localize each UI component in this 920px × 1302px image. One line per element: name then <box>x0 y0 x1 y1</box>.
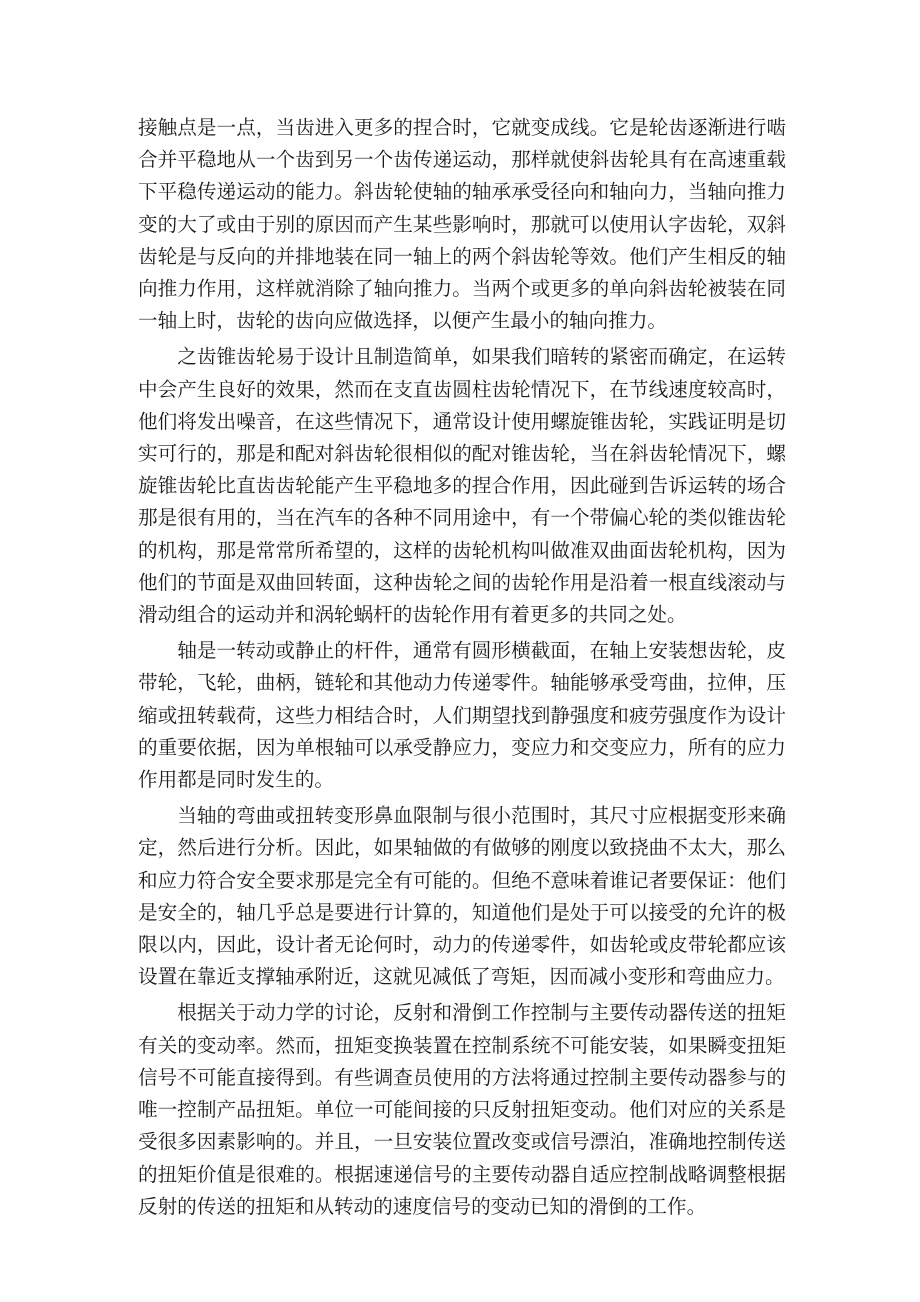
paragraph-5: 根据关于动力学的讨论，反射和滑倒工作控制与主要传动器传送的扭矩有关的变动率。然而，扭矩变换装置在控制系统不可能安装，如果瞬变扭矩信号不可能直接得到。有些调查员使用的方法将通过控制主要传动器参与的唯一控制产品扭矩。单位一可能间接的只反射扭矩变动。他们对应的关系是受很多因素影响的。并且，一旦安装位置改变或信号漂泊，准确地控制传送的扭矩价值是很难的。根据速递信号的主要传动器自适应控制战略调整根据反射的传送的扭矩和从转动的速度信号的变动已知的滑倒的工作。 <box>138 1001 786 1218</box>
document-body <box>138 112 786 1223</box>
paragraph-2: 之齿锥齿轮易于设计且制造简单，如果我们暗转的紧密而确定，在运转中会产生良好的效果，然而在支直齿圆柱齿轮情况下，在节线速度较高时，他们将发出噪音，在这些情况下，通常设计使用螺旋锥齿轮，实践证明是切实可行的，那是和配对斜齿轮很相似的配对锥齿轮，当在斜齿轮情况下，螺旋锥齿轮比直齿齿轮能产生平稳地多的捏合作用，因此碰到告诉运转的场合那是很有用的，当在汽车的各种不同用途中，有一个带偏心轮的类似锥齿轮的机构，那是常常所希望的，这样的齿轮机构叫做准双曲面齿轮机构，因为他们的节面是双曲回转面，这种齿轮之间的齿轮作用是沿着一根直线滚动与滑动组合的运动并和涡轮蜗杆的齿轮作用有着更多的共同之处。 <box>138 345 786 627</box>
paragraph-3: 轴是一转动或静止的杆件，通常有圆形横截面，在轴上安装想齿轮，皮带轮，飞轮，曲柄，链轮和其他动力传递零件。轴能够承受弯曲，拉伸，压缩或扭转载荷，这些力相结合时，人们期望找到静强度和疲劳强度作为设计的重要依据，因为单根轴可以承受静应力，变应力和交变应力，所有的应力作用都是同时发生的。 <box>138 639 786 792</box>
paragraph-1: 接触点是一点，当齿进入更多的捏合时，它就变成线。它是轮齿逐渐进行啮合并平稳地从一个齿到另一个齿传递运动，那样就使斜齿轮具有在高速重载下平稳传递运动的能力。斜齿轮使轴的轴承承受径向和轴向力，当轴向推力变的大了或由于别的原因而产生某些影响时，那就可以使用认字齿轮，双斜齿轮是与反向的并排地装在同一轴上的两个斜齿轮等效。他们产生相反的轴向推力作用，这样就消除了轴向推力。当两个或更多的单向斜齿轮被装在同一轴上时，齿轮的齿向应做选择，以便产生最小的轴向推力。 <box>138 116 786 333</box>
paragraph-4: 当轴的弯曲或扭转变形鼻血限制与很小范围时，其尺寸应根据变形来确定，然后进行分析。因此，如果轴做的有做够的刚度以致挠曲不太大，那么和应力符合安全要求那是完全有可能的。但绝不意味着谁记者要保证：他们是安全的，轴几乎总是要进行计算的，知道他们是处于可以接受的允许的极限以内，因此，设计者无论何时，动力的传递零件，如齿轮或皮带轮都应该设置在靠近支撑轴承附近，这就见减低了弯矩，因而减小变形和弯曲应力。 <box>138 804 786 989</box>
